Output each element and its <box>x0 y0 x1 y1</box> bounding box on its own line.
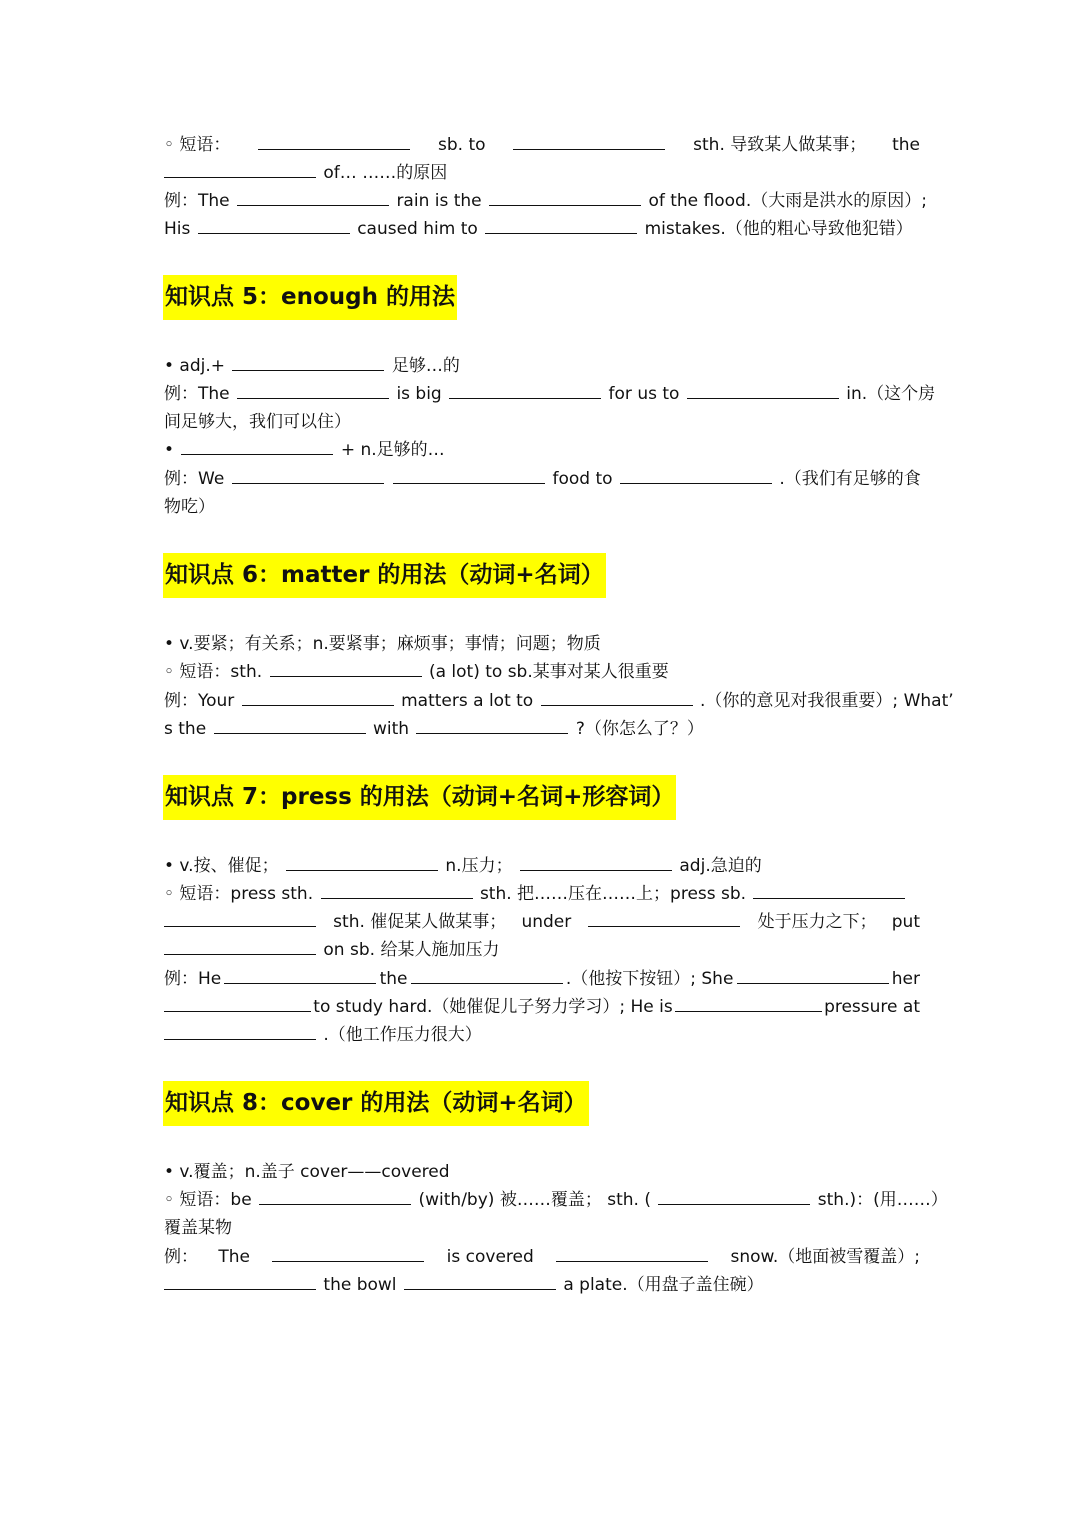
sec8-meaning-line: • v.覆盖；n.盖子 cover——covered <box>164 1162 450 1182</box>
text: • adj.+ <box>164 356 226 376</box>
text: • <box>164 440 175 460</box>
sec4-example-line <box>164 190 927 212</box>
answer-blank <box>242 690 394 706</box>
sec6-example-line-2 <box>164 718 920 740</box>
sec6-example-line <box>164 690 954 712</box>
text: + n.足够的… <box>340 440 445 460</box>
text: ?（你怎么了？） <box>575 719 704 739</box>
sec7-example-line <box>164 968 920 990</box>
answer-blank <box>658 1189 810 1205</box>
answer-blank <box>270 661 422 677</box>
sec8-example-line <box>164 1246 920 1268</box>
text: in.（这个房 <box>846 384 936 404</box>
text: rain is the <box>396 191 482 211</box>
text: pressure at <box>824 997 920 1017</box>
sec7-example-line-3 <box>164 1024 920 1046</box>
sec6-phrase-line <box>164 661 920 683</box>
text: .（你的意见对我很重要）; What’ <box>700 691 954 711</box>
text: 例：He <box>164 969 222 989</box>
text: with <box>372 719 410 739</box>
answer-blank <box>286 855 438 871</box>
answer-blank <box>259 1189 411 1205</box>
answer-blank <box>449 383 601 399</box>
text: food to <box>552 469 613 489</box>
answer-blank <box>258 134 410 150</box>
answer-blank <box>164 162 316 178</box>
text: His <box>164 219 191 239</box>
answer-blank <box>489 190 641 206</box>
answer-blank <box>737 968 889 984</box>
answer-blank <box>404 1274 556 1290</box>
answer-blank <box>556 1246 708 1262</box>
text: sb. to <box>438 135 486 155</box>
section-heading-7: 知识点 7：press 的用法（动词+名词+形容词） <box>163 775 676 820</box>
answer-blank <box>687 383 839 399</box>
text: of… ……的原因 <box>323 163 448 183</box>
sec5-noun-line <box>164 439 920 461</box>
sec7-phrase-line-2 <box>164 911 920 933</box>
sec7-example-line-2 <box>164 996 920 1018</box>
answer-blank <box>164 911 316 927</box>
text: for us to <box>608 384 680 404</box>
text: of the flood.（大雨是洪水的原因）; <box>648 191 927 211</box>
answer-blank <box>181 439 333 455</box>
text: .（他工作压力很大） <box>323 1025 482 1045</box>
text: is big <box>396 384 442 404</box>
text: (a lot) to sb.某事对某人很重要 <box>428 662 669 682</box>
answer-blank <box>164 939 316 955</box>
text: 例：The <box>164 384 230 404</box>
text: snow.（地面被雪覆盖）; <box>730 1247 920 1267</box>
sec4-phrase-line <box>164 134 920 156</box>
text: adj.急迫的 <box>679 856 762 876</box>
text: The <box>218 1247 250 1267</box>
answer-blank <box>485 218 637 234</box>
text: s the <box>164 719 207 739</box>
section-heading-5: 知识点 5：enough 的用法 <box>163 275 457 320</box>
answer-blank <box>232 355 384 371</box>
answer-blank <box>164 1274 316 1290</box>
text: 足够…的 <box>391 356 460 376</box>
sec8-example-line-2 <box>164 1274 920 1296</box>
answer-blank <box>411 968 563 984</box>
sec8-phrase-line <box>164 1189 948 1211</box>
text: matters a lot to <box>401 691 534 711</box>
answer-blank <box>520 855 672 871</box>
answer-blank <box>232 468 384 484</box>
text: sth.)：(用……） <box>817 1190 948 1210</box>
sec5-example-line <box>164 383 936 405</box>
text: ◦ 短语：be <box>164 1190 252 1210</box>
sec4-example-line-2 <box>164 218 920 240</box>
sec7-phrase-line-3 <box>164 939 920 961</box>
sec8-phrase-line-2: 覆盖某物 <box>164 1218 232 1238</box>
answer-blank <box>272 1246 424 1262</box>
answer-blank <box>214 718 366 734</box>
answer-blank <box>237 190 389 206</box>
text: on sb. 给某人施加压力 <box>323 940 500 960</box>
text: the <box>379 969 408 989</box>
answer-blank <box>588 911 740 927</box>
sec5-example-line-4: 物吃） <box>164 497 215 517</box>
text: to study hard.（她催促儿子努力学习）; He is <box>313 997 673 1017</box>
answer-blank <box>321 883 473 899</box>
answer-blank <box>753 883 905 899</box>
answer-blank <box>675 996 822 1012</box>
text: .（他按下按钮）; She <box>565 969 734 989</box>
answer-blank <box>198 218 350 234</box>
answer-blank <box>541 690 693 706</box>
text: 例：Your <box>164 691 235 711</box>
sec6-meaning-line: • v.要紧；有关系；n.要紧事；麻烦事；事情；问题；物质 <box>164 634 601 654</box>
text: her <box>891 969 920 989</box>
text: n.压力； <box>445 856 513 876</box>
text: the bowl <box>323 1275 397 1295</box>
text: 例： <box>164 1247 198 1267</box>
sec4-phrase-line-2 <box>164 162 920 184</box>
text: sth. 催促某人做某事； <box>333 912 507 932</box>
text: a plate.（用盘子盖住碗） <box>563 1275 764 1295</box>
text: 处于压力之下； <box>757 912 877 932</box>
text: is covered <box>446 1247 534 1267</box>
answer-blank <box>164 1024 316 1040</box>
answer-blank <box>237 383 389 399</box>
sec7-meaning-line <box>164 855 920 877</box>
answer-blank <box>513 134 665 150</box>
text: sth. 导致某人做某事； <box>693 135 867 155</box>
sec7-phrase-line <box>164 883 920 905</box>
answer-blank <box>224 968 376 984</box>
sec5-example-line-3 <box>164 468 920 490</box>
answer-blank <box>164 996 311 1012</box>
text: 例：The <box>164 191 230 211</box>
section-heading-8: 知识点 8：cover 的用法（动词+名词） <box>163 1081 589 1126</box>
text: sth. 把……压在……上；press sb. <box>479 884 747 904</box>
text: under <box>521 912 572 932</box>
text: .（我们有足够的食 <box>779 469 921 489</box>
section-heading-6: 知识点 6：matter 的用法（动词+名词） <box>163 553 606 598</box>
text: put <box>891 912 920 932</box>
answer-blank <box>416 718 568 734</box>
sec5-example-line-2: 间足够大，我们可以住） <box>164 412 351 432</box>
text: 例：We <box>164 469 225 489</box>
text: ◦ 短语：press sth. <box>164 884 314 904</box>
text: ◦ 短语： <box>164 135 231 155</box>
text: caused him to <box>357 219 478 239</box>
text: • v.按、催促； <box>164 856 279 876</box>
text: ◦ 短语：sth. <box>164 662 263 682</box>
answer-blank <box>393 468 545 484</box>
text: the <box>892 135 920 155</box>
text: mistakes.（他的粗心导致他犯错） <box>644 219 913 239</box>
answer-blank <box>620 468 772 484</box>
sec5-adj-line <box>164 355 920 377</box>
text: (with/by) 被……覆盖； sth. ( <box>418 1190 651 1210</box>
